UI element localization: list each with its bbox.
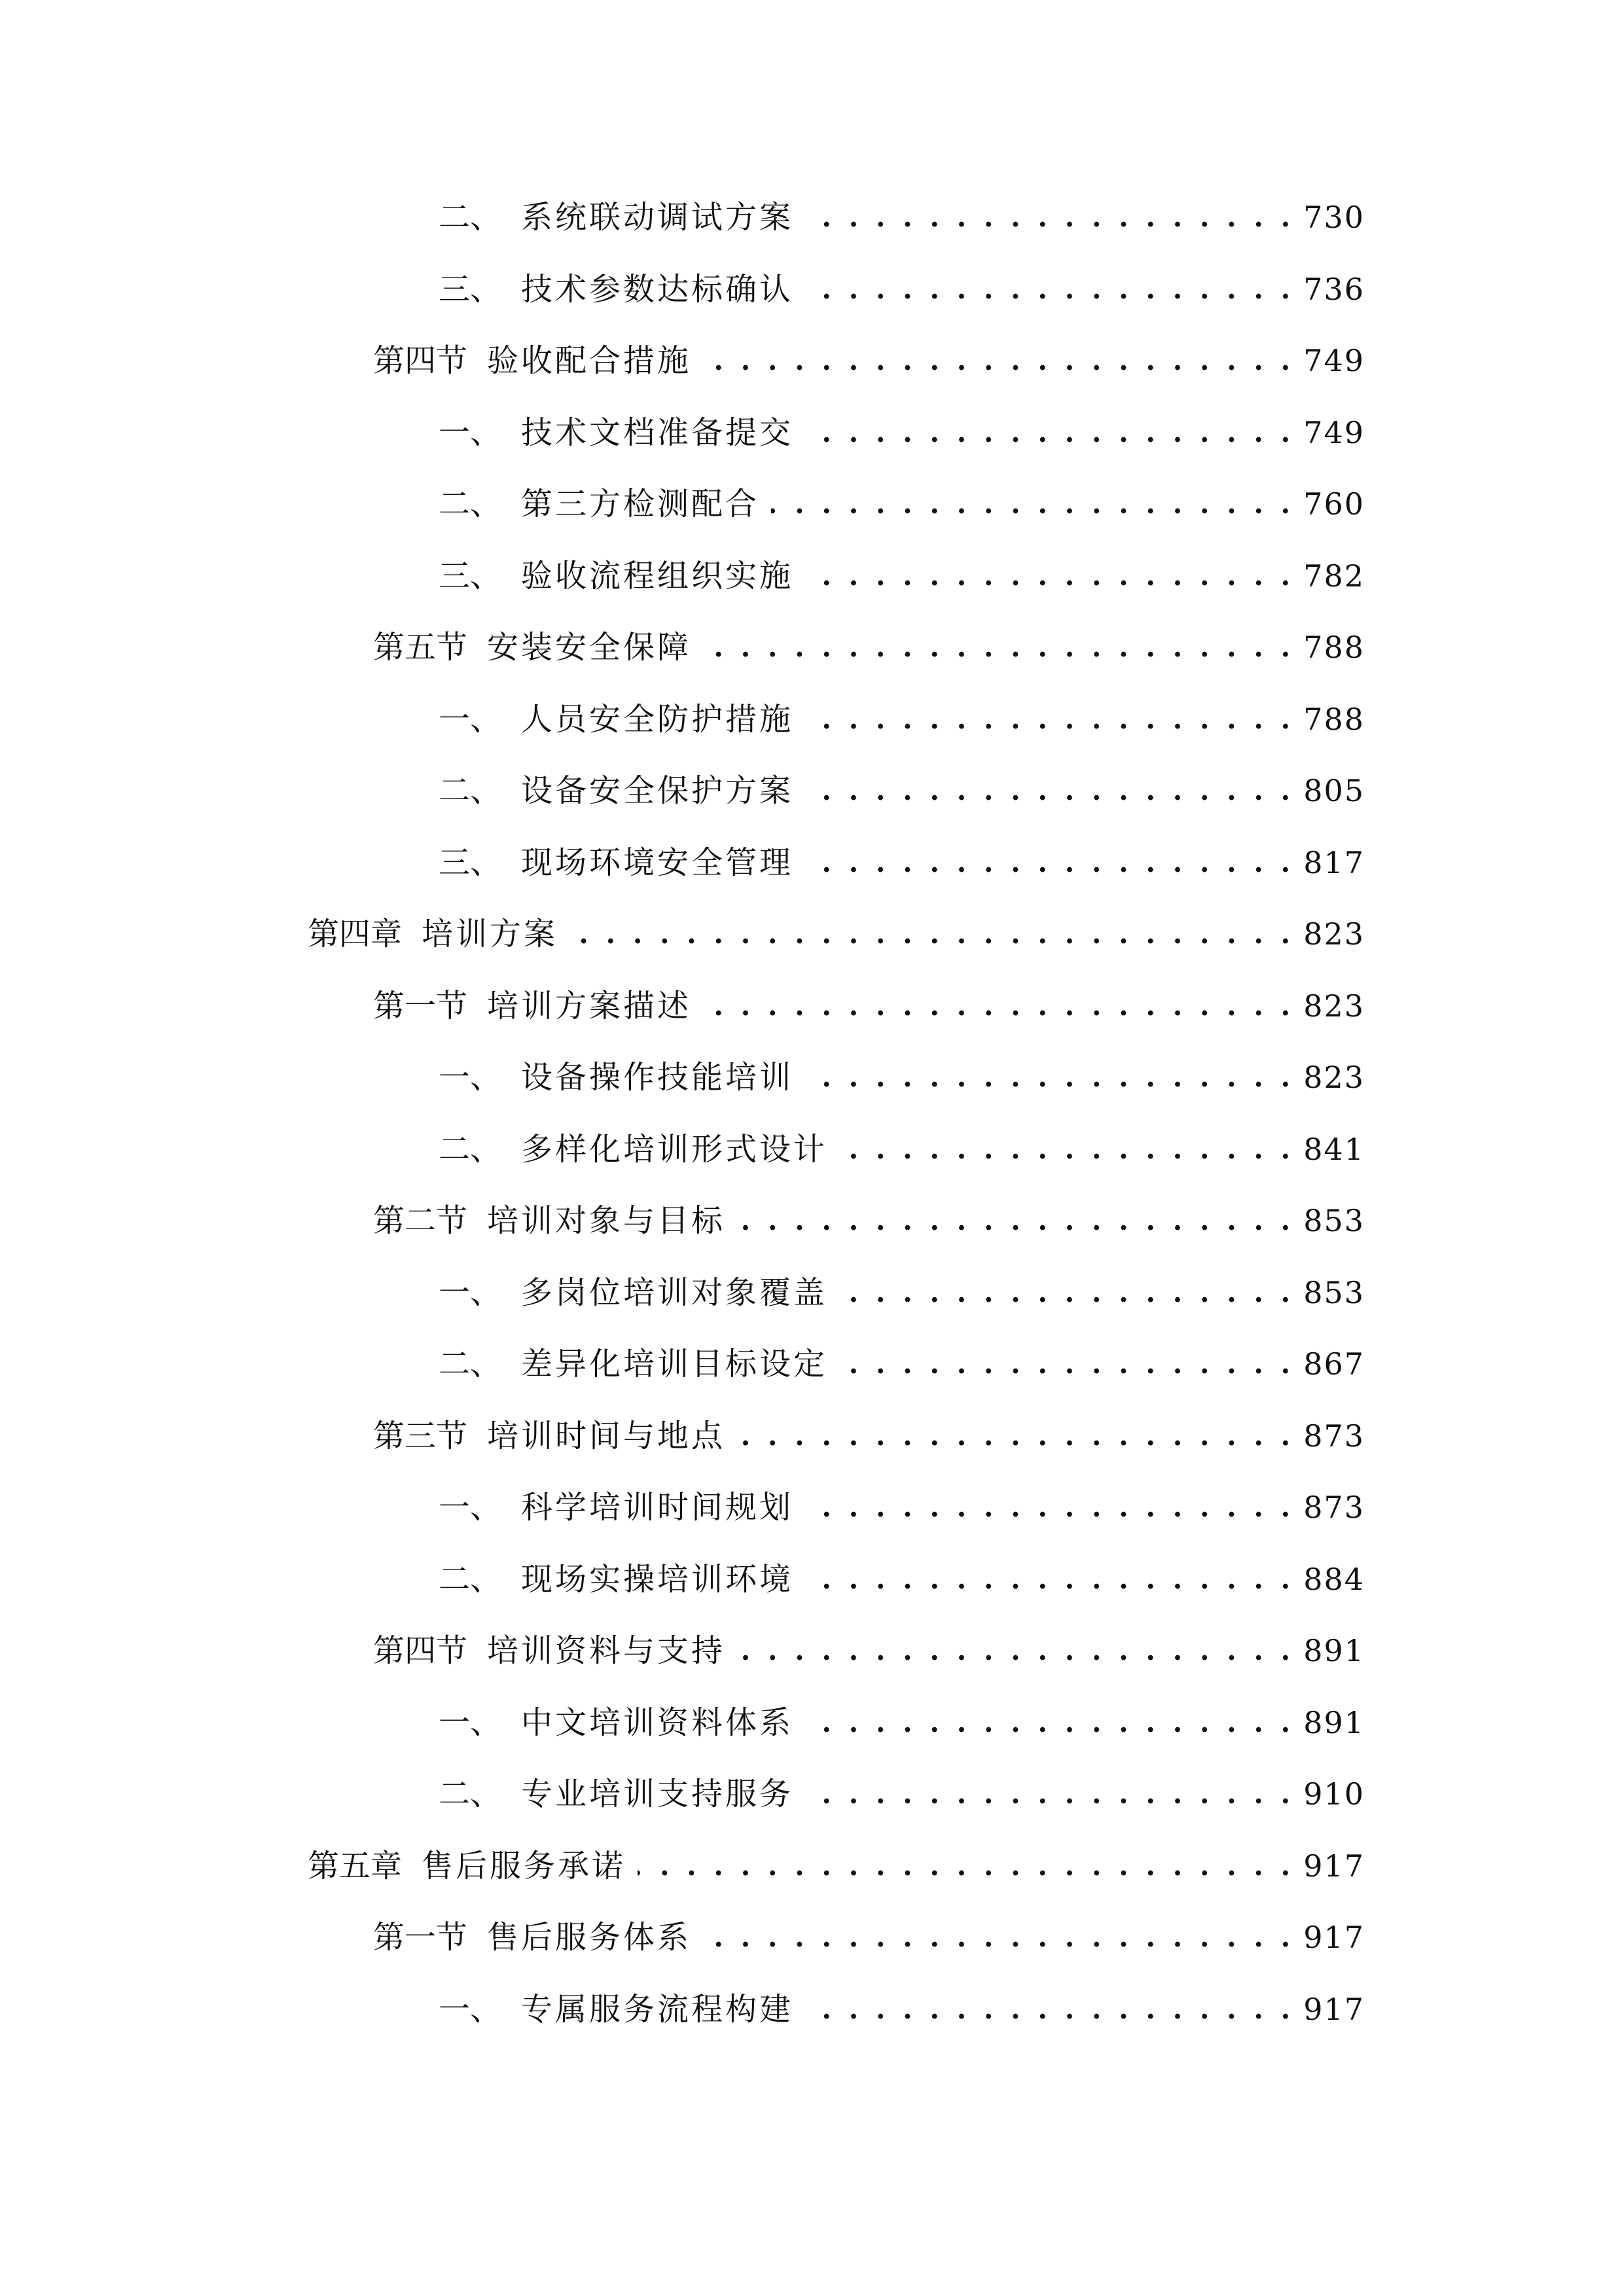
toc-entry-page: 760 — [1303, 486, 1365, 522]
toc-section-entry[interactable] — [373, 334, 1365, 387]
toc-entry[interactable] — [439, 1983, 1365, 2036]
toc-entry-title: 培训方案 — [422, 916, 558, 952]
toc-entry-number: 二、 — [439, 1561, 502, 1598]
toc-entry-title: 设备操作技能培训 — [521, 1059, 794, 1096]
toc-entry[interactable] — [439, 1266, 1365, 1319]
dot-leader — [703, 1911, 1294, 1964]
toc-entry-title: 培训时间与地点 — [487, 1418, 726, 1454]
toc-entry-page: 788 — [1303, 702, 1365, 737]
toc-entry-title: 培训方案描述 — [487, 988, 692, 1024]
toc-entry-title: 设备安全保护方案 — [521, 772, 794, 809]
toc-section-entry[interactable] — [373, 1410, 1365, 1462]
toc-entry[interactable] — [439, 1338, 1365, 1390]
toc-entry-page: 917 — [1303, 1992, 1365, 2027]
toc-chapter-entry[interactable] — [308, 1840, 1365, 1892]
dot-leader — [805, 1481, 1294, 1534]
toc-entry-number: 二、 — [439, 199, 502, 236]
dot-leader — [771, 478, 1294, 530]
toc-entry-title: 售后服务体系 — [487, 1919, 692, 1956]
toc-entry-title: 售后服务承诺 — [422, 1848, 626, 1884]
dot-leader — [805, 406, 1294, 459]
toc-entry-title: 第三方检测配合 — [521, 486, 760, 522]
toc-entry-number: 一、 — [439, 414, 502, 451]
toc-entry-number: 一、 — [439, 1489, 502, 1526]
dot-leader — [703, 334, 1294, 387]
dot-leader — [638, 1840, 1294, 1892]
toc-entry-page: 817 — [1303, 845, 1365, 880]
toc-entry-number: 一、 — [439, 701, 502, 738]
toc-entry-number: 二、 — [439, 486, 502, 522]
toc-entry-number: 二、 — [439, 1346, 502, 1382]
toc-entry[interactable] — [439, 1768, 1365, 1820]
toc-entry-number: 三、 — [439, 844, 502, 881]
toc-entry-number: 一、 — [439, 1704, 502, 1741]
toc-entry-number: 三、 — [439, 271, 502, 308]
toc-entry-page: 917 — [1303, 1920, 1365, 1955]
toc-section-entry[interactable] — [373, 621, 1365, 673]
toc-entry-title: 专属服务流程构建 — [521, 1991, 794, 2028]
toc-entry-page: 867 — [1303, 1346, 1365, 1382]
toc-entry-title: 差异化培训目标设定 — [521, 1346, 828, 1382]
dot-leader — [805, 764, 1294, 817]
toc-entry-page: 749 — [1303, 343, 1365, 378]
dot-leader — [839, 1266, 1294, 1319]
toc-entry-title: 现场实操培训环境 — [521, 1561, 794, 1598]
toc-entry-title: 系统联动调试方案 — [521, 199, 794, 236]
toc-entry-number: 第三节 — [373, 1418, 468, 1454]
toc-entry-page: 823 — [1303, 916, 1365, 952]
toc-entry-page: 805 — [1303, 773, 1365, 808]
dot-leader — [805, 693, 1294, 745]
toc-entry-title: 验收配合措施 — [487, 342, 692, 379]
toc-entry-number: 第五章 — [308, 1848, 403, 1884]
toc-entry[interactable] — [439, 550, 1365, 602]
toc-section-entry[interactable] — [373, 1624, 1365, 1677]
toc-entry-number: 一、 — [439, 1059, 502, 1096]
toc-entry-title: 技术参数达标确认 — [521, 271, 794, 308]
dot-leader — [737, 1194, 1294, 1247]
toc-entry-title: 安装安全保障 — [487, 629, 692, 666]
toc-entry-title: 多岗位培训对象覆盖 — [521, 1274, 828, 1311]
toc-entry[interactable] — [439, 263, 1365, 315]
dot-leader — [805, 1553, 1294, 1605]
toc-entry-title: 中文培训资料体系 — [521, 1704, 794, 1741]
toc-chapter-entry[interactable] — [308, 908, 1365, 960]
toc-entry[interactable] — [439, 693, 1365, 745]
dot-leader — [805, 1696, 1294, 1749]
toc-entry[interactable] — [439, 478, 1365, 530]
toc-section-entry[interactable] — [373, 1194, 1365, 1247]
toc-entry-title: 多样化培训形式设计 — [521, 1131, 828, 1168]
toc-entry-page: 917 — [1303, 1848, 1365, 1884]
toc-entry[interactable] — [439, 191, 1365, 243]
toc-entry-page: 873 — [1303, 1418, 1365, 1454]
toc-entry[interactable] — [439, 1553, 1365, 1605]
dot-leader — [703, 980, 1294, 1032]
toc-entry[interactable] — [439, 1696, 1365, 1749]
dot-leader — [839, 1123, 1294, 1175]
toc-entry-title: 培训对象与目标 — [487, 1202, 726, 1239]
dot-leader — [805, 263, 1294, 315]
toc-entry-page: 910 — [1303, 1776, 1365, 1812]
toc-entry-page: 891 — [1303, 1705, 1365, 1740]
toc-entry-page: 884 — [1303, 1562, 1365, 1597]
toc-entry-number: 第一节 — [373, 1919, 468, 1956]
toc-entry[interactable] — [439, 764, 1365, 817]
toc-entry-title: 人员安全防护措施 — [521, 701, 794, 738]
toc-entry[interactable] — [439, 836, 1365, 889]
dot-leader — [805, 836, 1294, 889]
toc-entry-number: 第四章 — [308, 916, 403, 952]
toc-entry-number: 第四节 — [373, 1632, 468, 1669]
dot-leader — [805, 1768, 1294, 1820]
toc-entry[interactable] — [439, 406, 1365, 459]
toc-entry-page: 853 — [1303, 1275, 1365, 1310]
toc-entry-page: 823 — [1303, 1060, 1365, 1095]
toc-entry-number: 二、 — [439, 1776, 502, 1812]
dot-leader — [805, 550, 1294, 602]
toc-entry-title: 技术文档准备提交 — [521, 414, 794, 451]
toc-entry[interactable] — [439, 1481, 1365, 1534]
toc-entry-number: 三、 — [439, 558, 502, 594]
toc-entry-page: 823 — [1303, 988, 1365, 1024]
toc-entry-page: 853 — [1303, 1203, 1365, 1238]
toc-entry-number: 第四节 — [373, 342, 468, 379]
toc-entry-number: 二、 — [439, 772, 502, 809]
toc-entry-title: 专业培训支持服务 — [521, 1776, 794, 1812]
toc-section-entry[interactable] — [373, 980, 1365, 1032]
toc-entry-page: 782 — [1303, 558, 1365, 594]
toc-entry-title: 现场环境安全管理 — [521, 844, 794, 881]
dot-leader — [737, 1410, 1294, 1462]
toc-entry[interactable] — [439, 1051, 1365, 1103]
toc-section-entry[interactable] — [373, 1911, 1365, 1964]
dot-leader — [805, 1983, 1294, 2036]
dot-leader — [569, 908, 1294, 960]
toc-entry-number: 二、 — [439, 1131, 502, 1168]
toc-entry-page: 730 — [1303, 200, 1365, 235]
toc-entry-number: 第二节 — [373, 1202, 468, 1239]
dot-leader — [805, 191, 1294, 243]
dot-leader — [805, 1051, 1294, 1103]
toc-entry-title: 验收流程组织实施 — [521, 558, 794, 594]
dot-leader — [839, 1338, 1294, 1390]
toc-entry-number: 第一节 — [373, 988, 468, 1024]
dot-leader — [703, 621, 1294, 673]
toc-entry-page: 891 — [1303, 1633, 1365, 1668]
toc-entry-number: 一、 — [439, 1991, 502, 2028]
toc-entry-title: 科学培训时间规划 — [521, 1489, 794, 1526]
toc-entry-page: 736 — [1303, 272, 1365, 307]
toc-entry-number: 一、 — [439, 1274, 502, 1311]
toc-entry-page: 841 — [1303, 1132, 1365, 1167]
toc-entry-page: 873 — [1303, 1490, 1365, 1525]
toc-entry-page: 788 — [1303, 630, 1365, 665]
dot-leader — [737, 1624, 1294, 1677]
toc-entry-page: 749 — [1303, 415, 1365, 450]
toc-entry[interactable] — [439, 1123, 1365, 1175]
toc-entry-number: 第五节 — [373, 629, 468, 666]
toc-entry-title: 培训资料与支持 — [487, 1632, 726, 1669]
